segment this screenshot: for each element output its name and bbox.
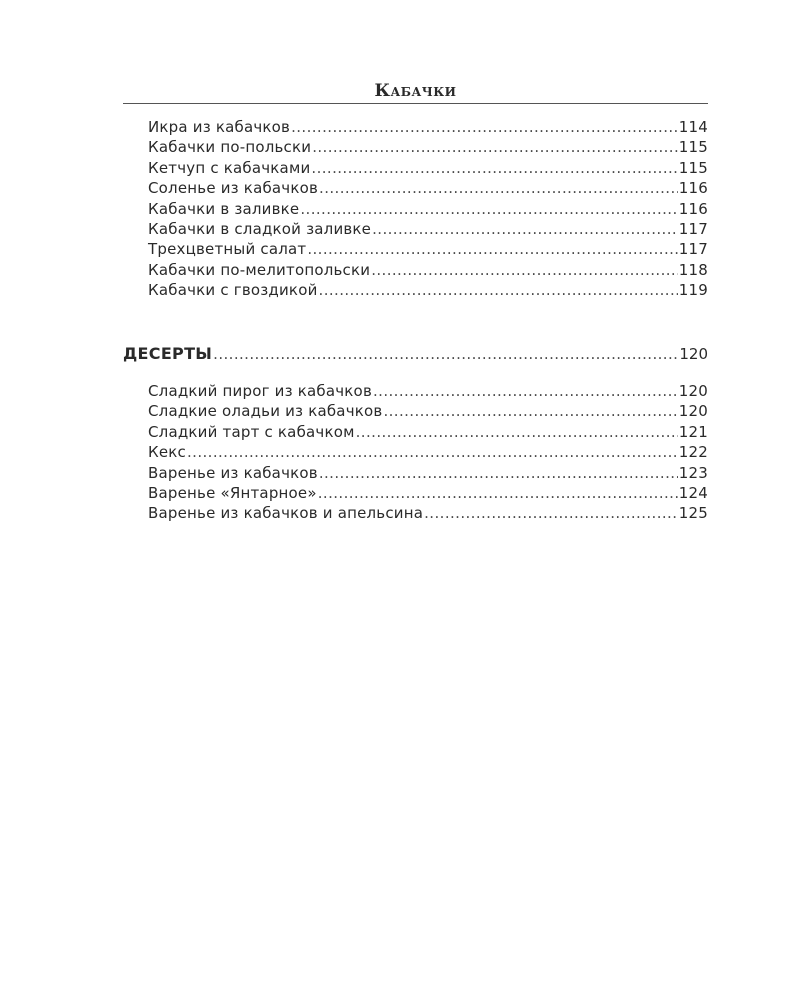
dot-leader [373,381,678,401]
dot-leader [424,503,678,523]
dot-leader [213,343,678,365]
toc-entry-title: Варенье «Янтарное» [148,483,317,502]
toc-entry-title: Кабачки с гвоздикой [148,281,318,300]
dot-leader [383,401,677,421]
toc-entry [123,463,708,483]
toc-entry-title: Соленье из кабачков [148,179,319,198]
toc-entry-title: Кабачки по-мелитопольски [148,260,371,279]
toc-entry [123,178,708,198]
toc-entry [123,483,708,503]
toc-entry [123,280,708,300]
toc-page [123,0,708,1000]
toc-list-zucchini [123,117,708,301]
toc-entry [123,117,708,137]
toc-entry-title: Кабачки по-польски [148,138,312,157]
toc-entry-title: Кабачки в заливке [148,199,300,218]
dot-leader [319,463,678,483]
toc-entry [123,503,708,523]
running-head-title: Кабачки [374,81,457,101]
toc-entry-page: 120 [678,402,708,421]
toc-entry-page: 117 [678,240,708,259]
dot-leader [371,260,678,280]
dot-leader [307,239,677,259]
dot-leader [311,158,677,178]
toc-entry [123,381,708,401]
toc-entry [123,137,708,157]
toc-entry [123,442,708,462]
toc-entry-page: 116 [678,179,708,198]
dot-leader [319,178,678,198]
dot-leader [318,483,678,503]
toc-entry-page: 115 [678,138,708,157]
section-heading-desserts [123,343,708,365]
toc-entry-title: Варенье из кабачков [148,463,318,482]
toc-entry-page: 116 [678,199,708,218]
toc-entry-title: Сладкий тарт с кабачком [148,422,355,441]
section-page: 120 [679,345,708,363]
toc-list-desserts [123,381,708,524]
toc-entry-page: 121 [678,422,708,441]
dot-leader [291,117,678,137]
toc-entry-title: Икра из кабачков [148,118,291,136]
toc-entry [123,401,708,421]
dot-leader [319,280,678,300]
toc-entry [123,239,708,259]
toc-entry [123,199,708,219]
dot-leader [312,137,678,157]
toc-entry-title: Сладкие оладьи из кабачков [148,402,383,421]
toc-entry-title: Варенье из кабачков и апельсина [148,504,424,523]
toc-entry-title: Сладкий пирог из кабачков [148,382,372,400]
toc-entry-page: 125 [678,504,708,523]
toc-entry-title: Кабачки в сладкой заливке [148,219,372,238]
toc-entry-title: Трехцветный салат [148,240,307,259]
dot-leader [356,422,678,442]
dot-leader [372,219,678,239]
section-title: ДЕСЕРТЫ [123,344,213,363]
toc-entry-page: 115 [678,158,708,177]
toc-entry-title: Кетчуп с кабачками [148,158,311,177]
toc-entry-page: 114 [678,118,708,136]
dot-leader [187,442,678,462]
toc-entry-page: 118 [678,260,708,279]
running-head [123,79,708,104]
toc-entry [123,158,708,178]
toc-entry [123,219,708,239]
toc-entry-page: 120 [678,382,708,400]
dot-leader [300,199,677,219]
toc-entry-page: 123 [678,463,708,482]
toc-entry-page: 117 [678,219,708,238]
toc-entry-title: Кекс [148,443,186,462]
toc-entry-page: 119 [678,281,708,300]
toc-entry [123,422,708,442]
toc-entry-page: 122 [678,443,708,462]
toc-entry-page: 124 [678,483,708,502]
toc-entry [123,260,708,280]
